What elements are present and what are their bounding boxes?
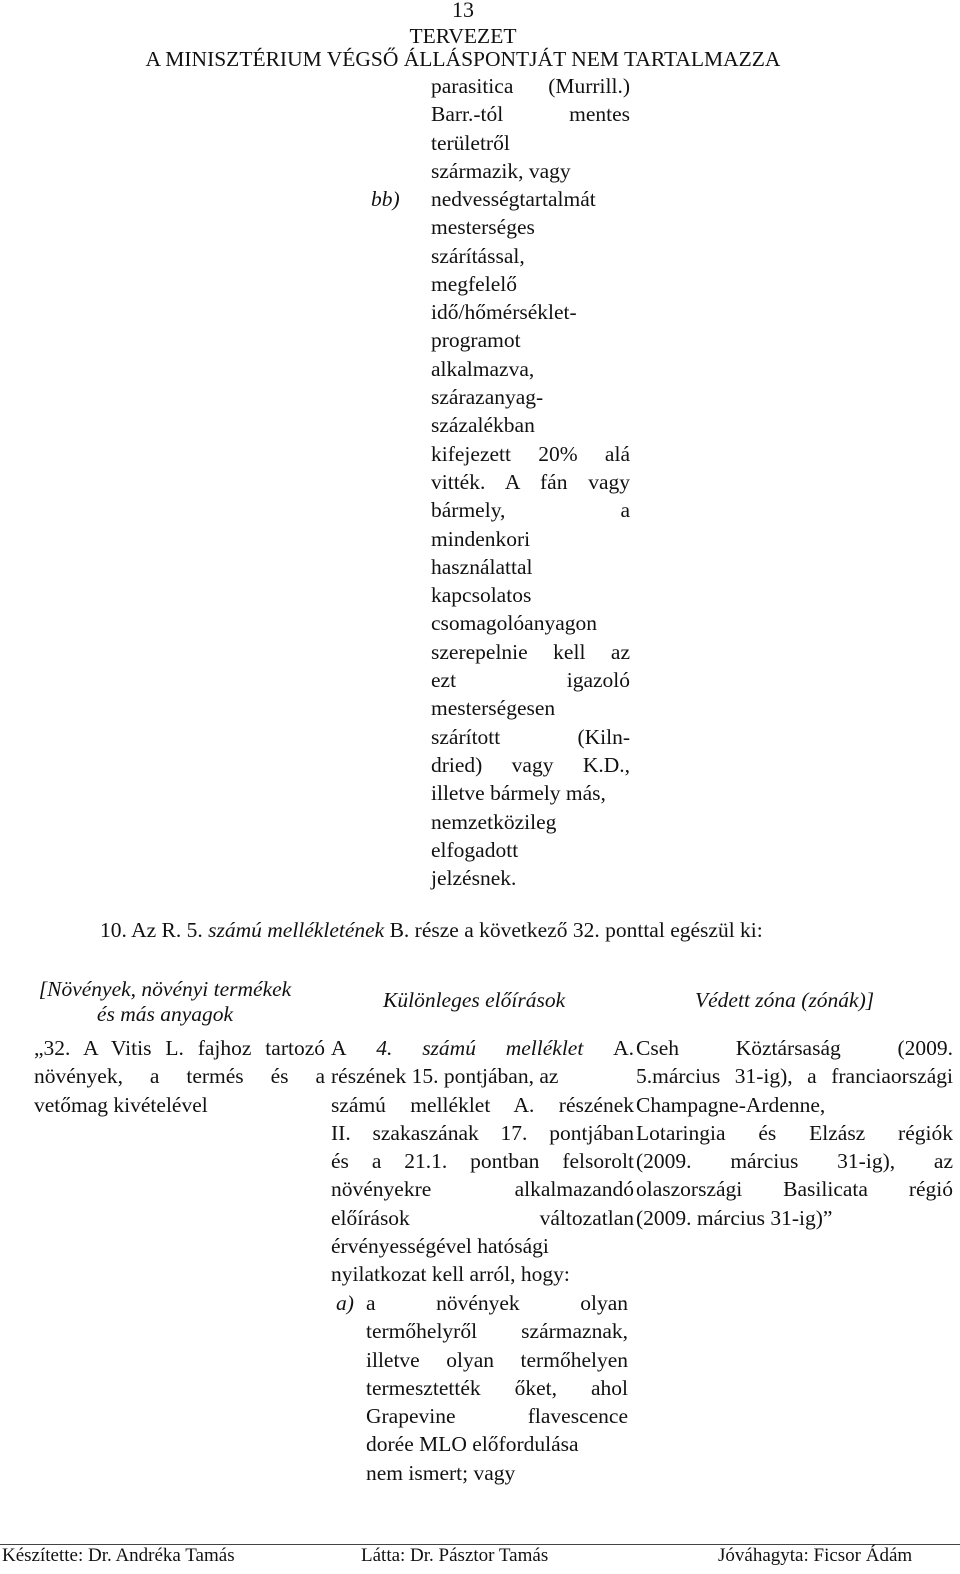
bb-marker: bb)	[371, 187, 400, 211]
header-requirements: Különleges előírások	[383, 988, 566, 1012]
text-line: származik, vagy	[431, 158, 571, 183]
text-line: előírások változatlan	[331, 1205, 634, 1230]
text-line: Grapevine flavescence	[366, 1404, 628, 1429]
text-line: kifejezett 20% alá	[431, 441, 630, 466]
text-line: (2009. március 31-ig), az	[636, 1149, 953, 1174]
draft-label: TERVEZET	[409, 24, 517, 48]
text-line: nedvességtartalmát	[431, 187, 596, 211]
continuation-text-top	[431, 72, 630, 185]
text-line: nyilatkozat kell arról, hogy:	[331, 1262, 570, 1287]
text-line: bármely, a	[431, 498, 630, 523]
amendment-annex: számú mellékletének	[208, 918, 385, 942]
text-line: alkalmazva,	[431, 356, 535, 381]
text-fragment: melléklet	[505, 1036, 584, 1060]
text-line: „32. A Vitis L. fajhoz tartozó	[34, 1036, 325, 1060]
text-line: parasitica (Murrill.)	[431, 74, 630, 98]
requirements-a-text	[366, 1289, 628, 1487]
text-line: növények, a termés és a	[34, 1064, 325, 1089]
footer-approved-by: Jóváhagyta: Ficsor Ádám	[718, 1545, 913, 1566]
text-fragment: A	[331, 1036, 347, 1060]
text-line: olaszországi Basilicata régió	[636, 1177, 953, 1202]
text-line: mesterségesen	[431, 696, 556, 721]
text-line: Cseh Köztársaság (2009.	[636, 1036, 953, 1060]
text-line: megfelelő	[431, 271, 517, 296]
text-line: a növények olyan	[366, 1291, 628, 1315]
text-line: számú melléklet A. részének	[331, 1092, 634, 1117]
text-line: Barr.-tól mentes	[431, 102, 630, 127]
draft-notice: A MINISZTÉRIUM VÉGSŐ ÁLLÁSPONTJÁT NEM TARTALMAZZA	[145, 47, 781, 71]
text-line: mindenkori	[431, 526, 531, 551]
text-line: Champagne-Ardenne,	[636, 1092, 826, 1117]
text-line: szerepelnie kell az	[431, 639, 630, 664]
text-line: ezt igazoló	[431, 668, 630, 693]
text-line: elfogadott	[431, 837, 519, 862]
annex-number: 4.	[376, 1036, 393, 1060]
text-line: használattal	[431, 554, 533, 579]
header-protected-zones: Védett zóna (zónák)]	[695, 988, 875, 1012]
text-line: programot	[431, 328, 521, 353]
text-line: növényekre alkalmazandó	[331, 1177, 634, 1202]
text-line: kapcsolatos	[431, 583, 532, 608]
text-line: dried) vagy K.D.,	[431, 752, 630, 777]
requirements-first-line	[331, 1034, 634, 1062]
footer	[0, 1545, 960, 1571]
text-line: nem ismert; vagy	[366, 1460, 516, 1485]
amendment-rest: B. része a következő 32. ponttal egészül ki:	[389, 918, 763, 942]
text-fragment: A.	[613, 1036, 634, 1060]
text-line: illetve olyan termőhelyen	[366, 1347, 628, 1372]
text-line: részének 15. pontjában, az	[331, 1064, 559, 1089]
requirements-cell	[331, 1034, 634, 1289]
text-line: termesztették őket, ahol	[366, 1375, 628, 1400]
continuation-text-bb	[431, 185, 630, 892]
text-line: szárítással,	[431, 243, 525, 268]
header-plants-line1: [Növények, növényi termékek	[38, 977, 292, 1001]
text-line: Lotaringia és Elzász régiók	[636, 1120, 953, 1145]
footer-seen-by: Látta: Dr. Pásztor Tamás	[361, 1545, 549, 1566]
text-line: nemzetközileg	[431, 809, 557, 834]
text-line: csomagolóanyagon	[431, 611, 597, 636]
text-line: mesterséges	[431, 215, 535, 240]
text-line: (2009. március 31-ig)”	[636, 1205, 833, 1230]
header-plants	[20, 977, 310, 1027]
text-line: szárított (Kiln-	[431, 724, 630, 749]
a-marker: a)	[336, 1291, 354, 1315]
text-fragment: számú	[422, 1036, 476, 1060]
text-line: II. szakaszának 17. pontjában	[331, 1120, 634, 1145]
protected-zones-cell	[636, 1034, 953, 1232]
text-line: százalékban	[431, 413, 535, 438]
text-line: vetőmag kivételével	[34, 1092, 208, 1117]
text-line: 5.március 31-ig), a franciaországi	[636, 1064, 953, 1089]
text-line: idő/hőmérséklet-	[431, 300, 577, 325]
header-plants-line2: és más anyagok	[96, 1002, 234, 1026]
text-line: termőhelyről származnak,	[366, 1319, 628, 1344]
text-line: érvényességével hatósági	[331, 1234, 549, 1259]
text-line: és a 21.1. pontban felsorolt	[331, 1149, 634, 1174]
amendment-number: 10. Az R. 5.	[100, 918, 203, 942]
text-line: jelzésnek.	[431, 866, 517, 891]
text-line: szárazanyag-	[431, 385, 544, 410]
text-line: illetve bármely más,	[431, 781, 606, 806]
footer-prepared-by: Készítette: Dr. Andréka Tamás	[2, 1545, 235, 1566]
amendment-sentence	[100, 918, 763, 943]
page-number: 13	[452, 0, 474, 22]
text-line: vitték. A fán vagy	[431, 469, 630, 494]
text-line: területről	[431, 130, 510, 155]
plants-cell	[34, 1034, 325, 1119]
text-line: dorée MLO előfordulása	[366, 1432, 579, 1457]
